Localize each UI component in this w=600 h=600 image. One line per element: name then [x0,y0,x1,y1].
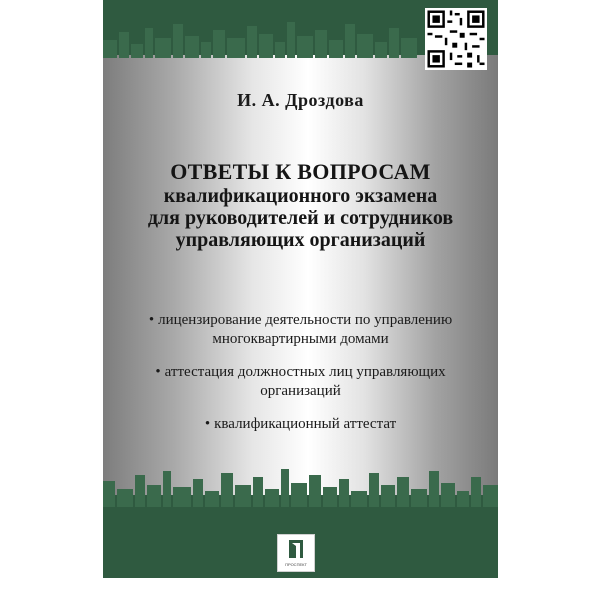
bullet-text: аттестация должностных лиц управляющих [164,364,446,380]
bullet-dot: • [204,416,211,432]
qr-code-icon [425,8,487,70]
bullet-text: лицензирование деятельности по управлению [158,312,453,328]
bullet-text: многоквартирными домами [212,331,389,347]
bullet-item-1 [103,311,498,349]
book-title [103,158,498,251]
title-line-1: ОТВЕТЫ К ВОПРОСАМ [170,159,431,184]
bullet-item-2 [103,363,498,401]
title-line-3: для руководителей и сотрудников [147,207,454,229]
book-cover [103,0,498,578]
bullet-item-3 [103,415,498,434]
bullet-dot: • [148,312,155,328]
title-line-2: квалификационного экзамена [163,185,438,207]
bullet-text: квалификационный аттестат [214,416,397,432]
city-skyline-bottom-icon [103,467,498,507]
bullet-text: организаций [260,383,341,399]
author-name: И. А. Дроздова [237,90,364,110]
title-line-4: управляющих организаций [175,229,426,251]
topic-bullets [103,311,498,448]
publisher-name: ПРОСПЕКТ [285,562,307,567]
bullet-dot: • [155,364,161,380]
publisher-logo-icon [277,534,315,572]
